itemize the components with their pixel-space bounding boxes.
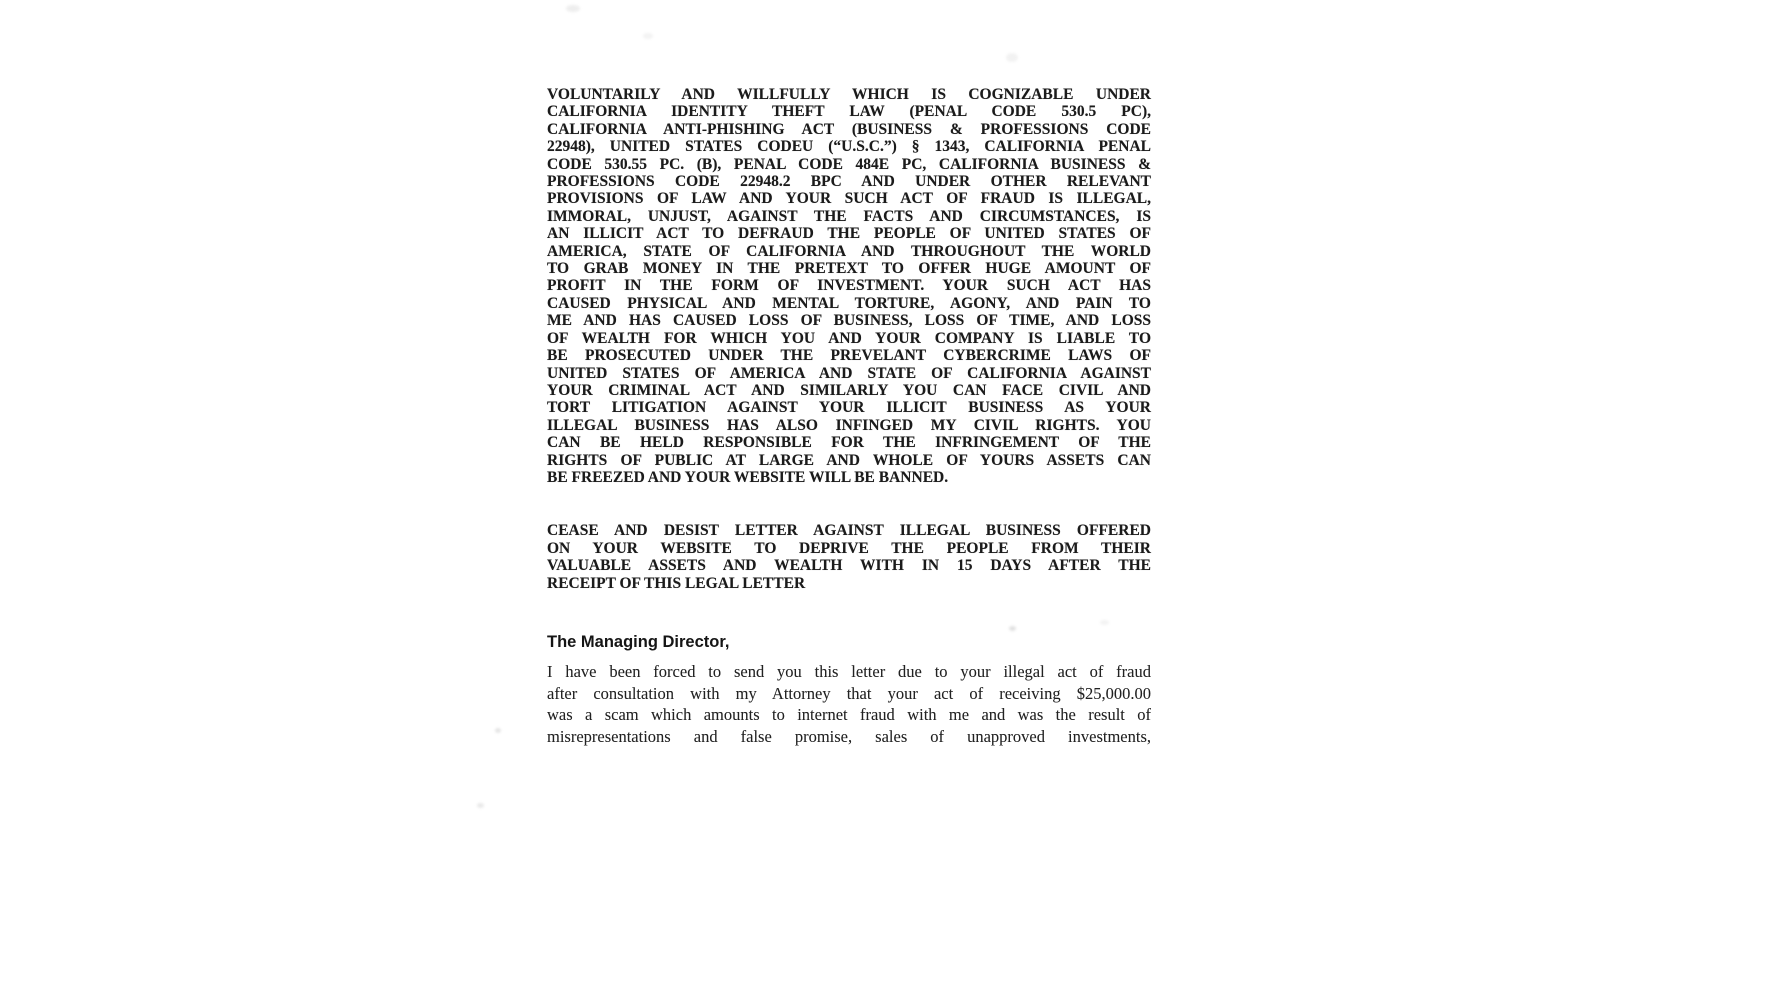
text-line: OF WEALTH FOR WHICH YOU AND YOUR COMPANY IS LIABLE TO	[547, 329, 1151, 347]
text-line: after consultation with my Attorney that your act of receiving $25,000.00	[547, 683, 1151, 703]
text-line: UNITED STATES OF AMERICA AND STATE OF CALIFORNIA AGAINST	[547, 364, 1151, 382]
text-line: BE FREEZED AND YOUR WEBSITE WILL BE BANNED.	[547, 468, 949, 486]
letter-body-paragraph	[547, 661, 1151, 747]
text-line: PROFESSIONS CODE 22948.2 BPC AND UNDER OTHER RELEVANT	[547, 173, 1151, 191]
text-line: RECEIPT OF THIS LEGAL LETTER	[547, 574, 806, 592]
text-line: VALUABLE ASSETS AND WEALTH WITH IN 15 DAYS AFTER THE	[547, 557, 1151, 575]
text-line: CEASE AND DESIST LETTER AGAINST ILLEGAL BUSINESS OFFERED	[547, 522, 1151, 540]
text-line: AN ILLICIT ACT TO DEFRAUD THE PEOPLE OF UNITED STATES OF	[547, 225, 1151, 243]
text-line: CAN BE HELD RESPONSIBLE FOR THE INFRINGEMENT OF THE	[547, 434, 1151, 452]
text-line: ME AND HAS CAUSED LOSS OF BUSINESS, LOSS OF TIME, AND LOSS	[547, 312, 1151, 330]
text-line: CAUSED PHYSICAL AND MENTAL TORTURE, AGONY, AND PAIN TO	[547, 294, 1151, 312]
text-line: misrepresentations and false promise, sales of unapproved investments,	[547, 726, 1151, 746]
text-line: IMMORAL, UNJUST, AGAINST THE FACTS AND CIRCUMSTANCES, IS	[547, 207, 1151, 225]
letter-text-column	[547, 86, 1151, 747]
text-line: 22948), UNITED STATES CODEU (“U.S.C.”) § 1343, CALIFORNIA PENAL	[547, 138, 1151, 156]
text-line: TO GRAB MONEY IN THE PRETEXT TO OFFER HUGE AMOUNT OF	[547, 260, 1151, 278]
scan-artifact	[566, 5, 580, 12]
text-line: TORT LITIGATION AGAINST YOUR ILLICIT BUSINESS AS YOUR	[547, 399, 1151, 417]
text-line: CALIFORNIA IDENTITY THEFT LAW (PENAL CODE 530.5 PC),	[547, 103, 1151, 121]
text-line: was a scam which amounts to internet fraud with me and was the result of	[547, 705, 1151, 725]
text-line: CALIFORNIA ANTI-PHISHING ACT (BUSINESS & PROFESSIONS CODE	[547, 120, 1151, 138]
legal-notice-paragraph	[547, 86, 1151, 486]
text-line: VOLUNTARILY AND WILLFULLY WHICH IS COGNIZABLE UNDER	[547, 86, 1151, 103]
cease-and-desist-demand-paragraph	[547, 522, 1151, 592]
text-line: BE PROSECUTED UNDER THE PREVELANT CYBERCRIME LAWS OF	[547, 347, 1151, 365]
salutation: The Managing Director,	[547, 632, 730, 651]
text-line: ILLEGAL BUSINESS HAS ALSO INFINGED MY CIVIL RIGHTS. YOU	[547, 416, 1151, 434]
text-line: CODE 530.55 PC. (B), PENAL CODE 484E PC, CALIFORNIA BUSINESS &	[547, 155, 1151, 173]
text-line: I have been forced to send you this letter due to your illegal act of fraud	[547, 661, 1151, 681]
text-line: ON YOUR WEBSITE TO DEPRIVE THE PEOPLE FROM THEIR	[547, 539, 1151, 557]
text-line: AMERICA, STATE OF CALIFORNIA AND THROUGHOUT THE WORLD	[547, 242, 1151, 260]
text-line: PROFIT IN THE FORM OF INVESTMENT. YOUR SUCH ACT HAS	[547, 277, 1151, 295]
text-line: RIGHTS OF PUBLIC AT LARGE AND WHOLE OF YOURS ASSETS CAN	[547, 451, 1151, 469]
scan-artifact	[477, 803, 484, 808]
scan-artifact	[495, 728, 501, 733]
text-line: YOUR CRIMINAL ACT AND SIMILARLY YOU CAN FACE CIVIL AND	[547, 381, 1151, 399]
scan-artifact	[643, 33, 653, 39]
scan-artifact	[1006, 53, 1018, 62]
text-line: PROVISIONS OF LAW AND YOUR SUCH ACT OF FRAUD IS ILLEGAL,	[547, 190, 1151, 208]
